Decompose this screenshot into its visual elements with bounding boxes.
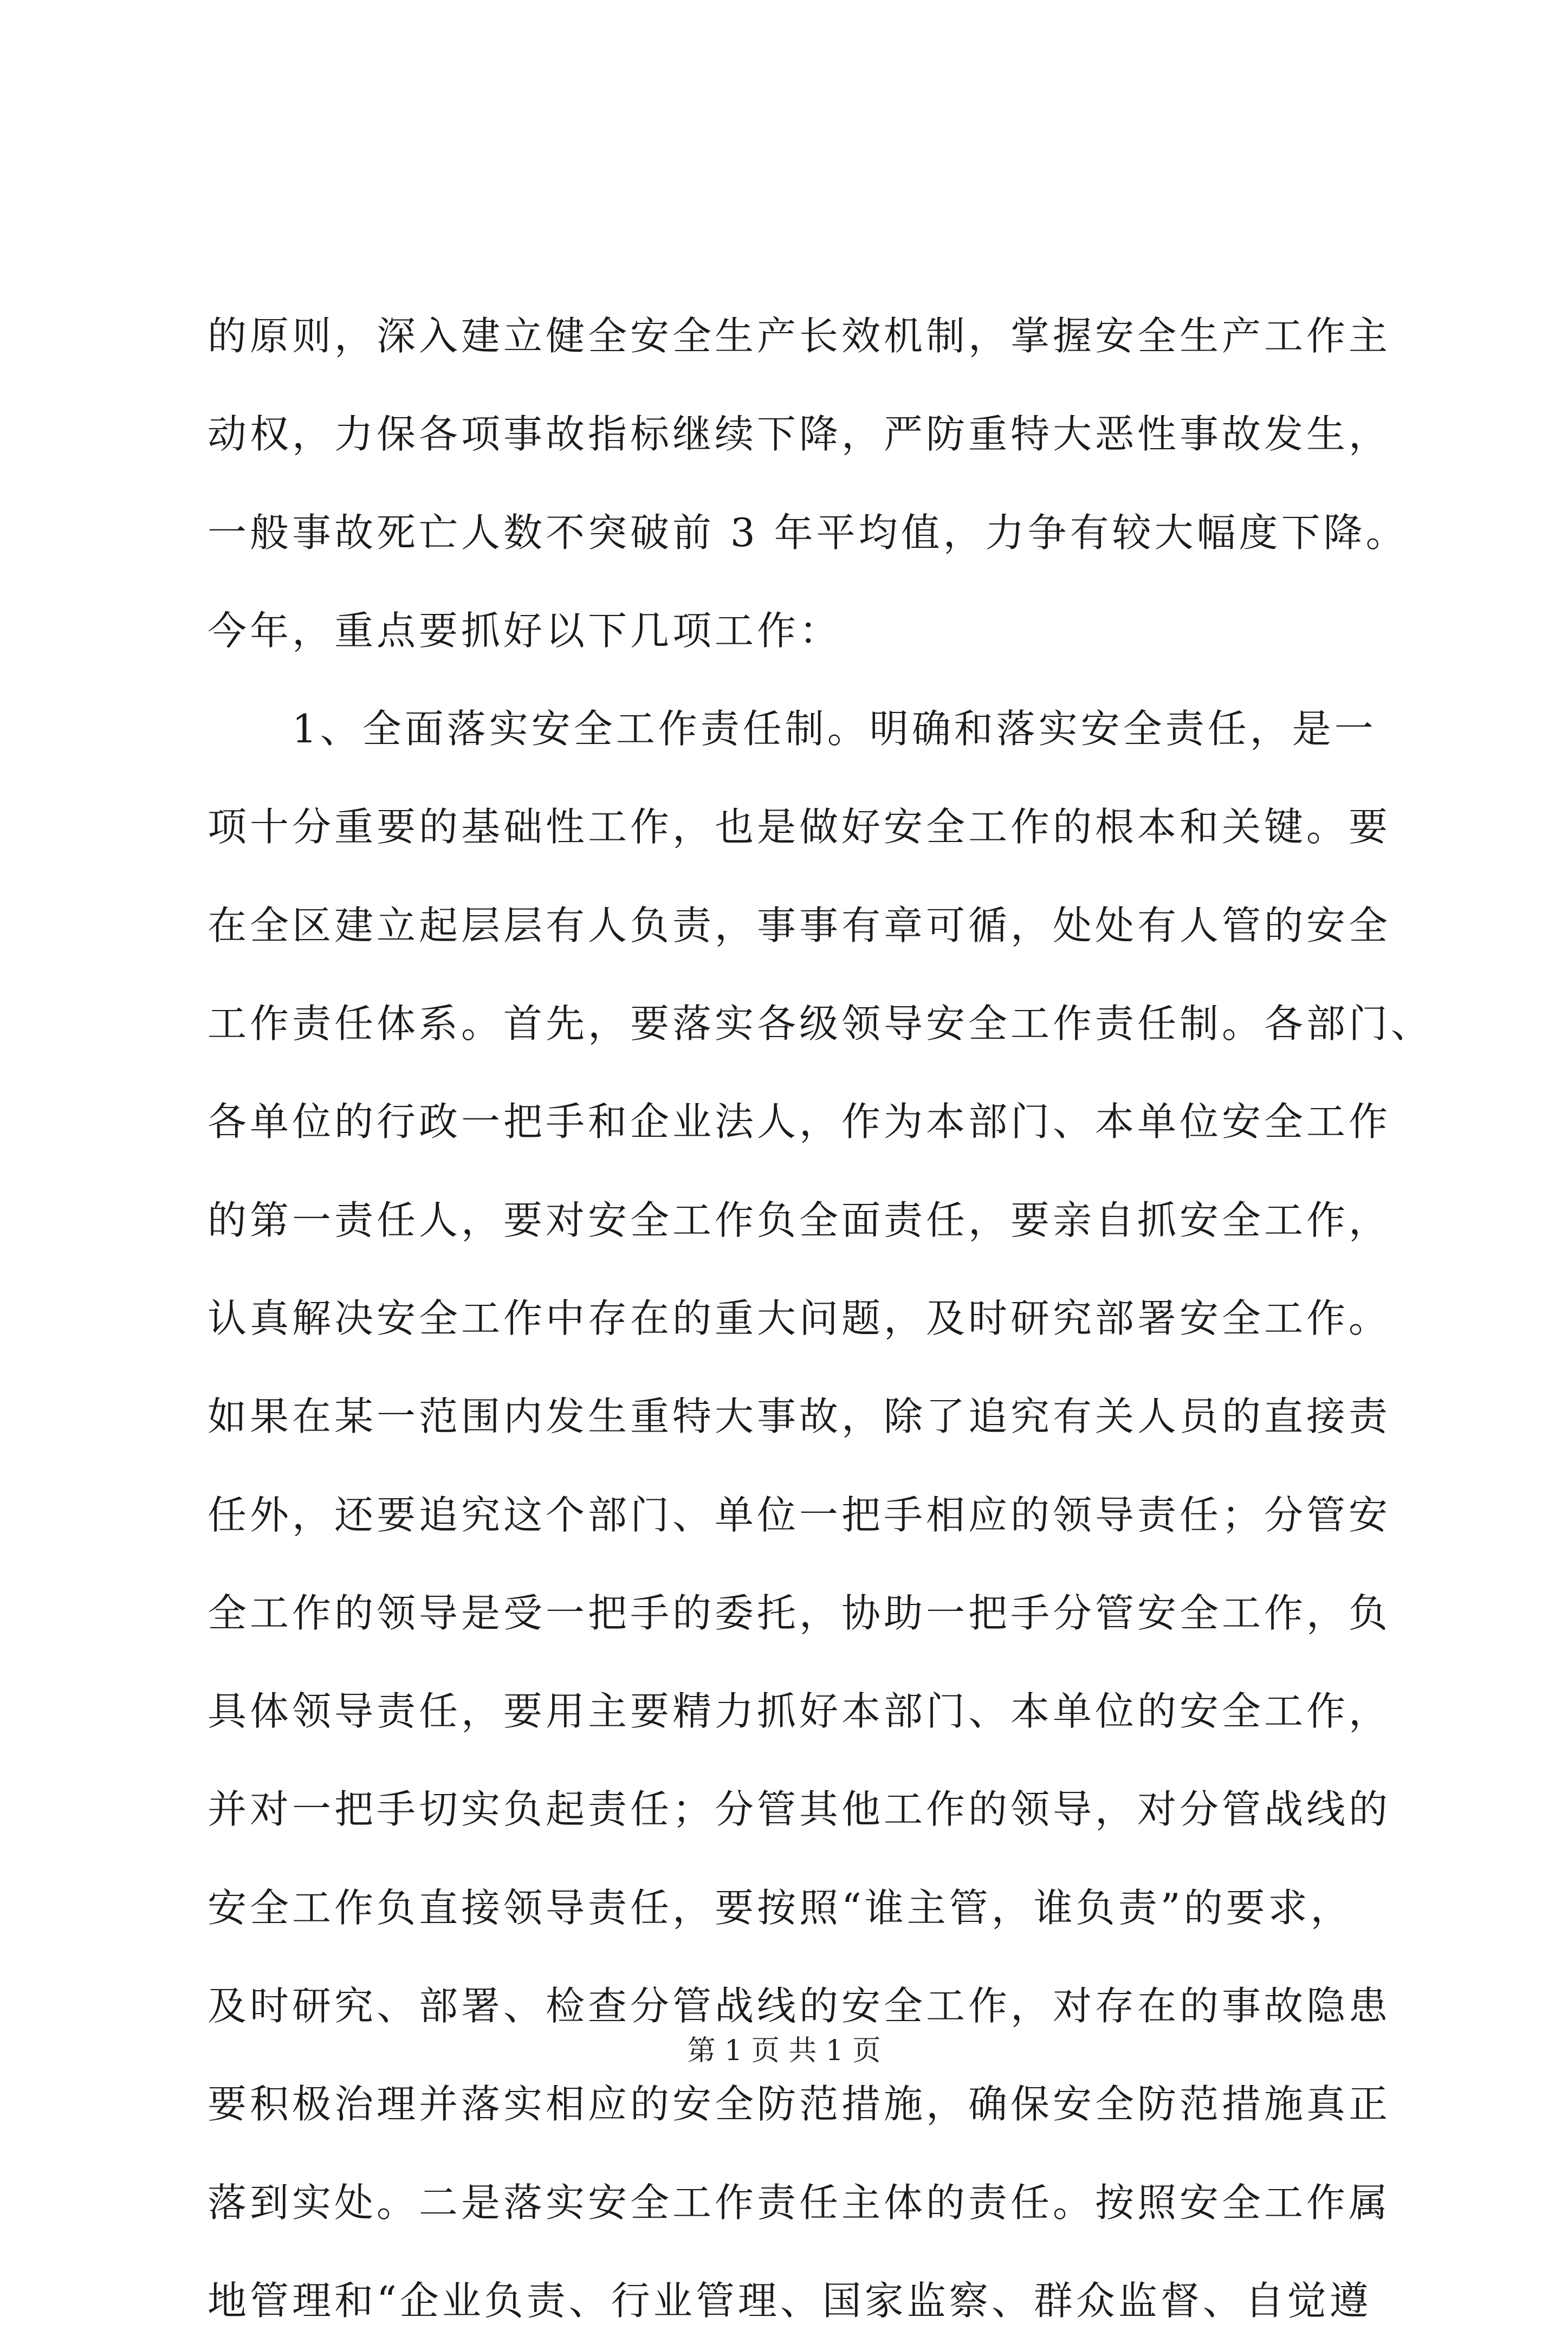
text-line: 工作责任体系。首先，要落实各级领导安全工作责任制。各部门、 bbox=[208, 1001, 1434, 1047]
text-line: 动权，力保各项事故指标继续下降，严防重特大恶性事故发生， bbox=[208, 411, 1391, 457]
text-line: 的第一责任人，要对安全工作负全面责任，要亲自抓安全工作， bbox=[208, 1197, 1391, 1243]
text-line: 1、全面落实安全工作责任制。明确和落实安全责任，是一 bbox=[208, 706, 1377, 752]
text-line: 的原则，深入建立健全安全生产长效机制，掌握安全生产工作主 bbox=[208, 313, 1391, 359]
text-line: 地管理和“企业负责、行业管理、国家监察、群众监督、自觉遵 bbox=[208, 2277, 1372, 2323]
text-line: 落到实处。二是落实安全工作责任主体的责任。按照安全工作属 bbox=[208, 2179, 1391, 2225]
text-line: 要积极治理并落实相应的安全防范措施，确保安全防范措施真正 bbox=[208, 2081, 1391, 2127]
text-line: 认真解决安全工作中存在的重大问题，及时研究部署安全工作。 bbox=[208, 1295, 1391, 1341]
text-line: 今年，重点要抓好以下几项工作： bbox=[208, 607, 842, 653]
text-line: 全工作的领导是受一把手的委托，协助一把手分管安全工作，负 bbox=[208, 1590, 1391, 1636]
text-line: 安全工作负直接领导责任，要按照“谁主管，谁负责”的要求， bbox=[208, 1885, 1353, 1931]
text-line: 各单位的行政一把手和企业法人，作为本部门、本单位安全工作 bbox=[208, 1099, 1391, 1145]
text-line: 项十分重要的基础性工作，也是做好安全工作的根本和关键。要 bbox=[208, 804, 1391, 850]
text-line: 并对一把手切实负起责任；分管其他工作的领导，对分管战线的 bbox=[208, 1786, 1391, 1833]
text-line: 任外，还要追究这个部门、单位一把手相应的领导责任；分管安 bbox=[208, 1492, 1391, 1538]
text-line: 一般事故死亡人数不突破前 3 年平均值，力争有较大幅度下降。 bbox=[208, 509, 1408, 555]
text-line: 具体领导责任，要用主要精力抓好本部门、本单位的安全工作， bbox=[208, 1688, 1391, 1734]
page-footer bbox=[0, 2029, 1568, 2073]
text-line: 在全区建立起层层有人负责，事事有章可循，处处有人管的安全 bbox=[208, 902, 1391, 948]
text-line: 如果在某一范围内发生重特大事故，除了追究有关人员的直接责 bbox=[208, 1394, 1391, 1440]
text-line: 及时研究、部署、检查分管战线的安全工作，对存在的事故隐患 bbox=[208, 1983, 1391, 2029]
page-number-label: 第 1 页 共 1 页 bbox=[687, 2035, 881, 2067]
